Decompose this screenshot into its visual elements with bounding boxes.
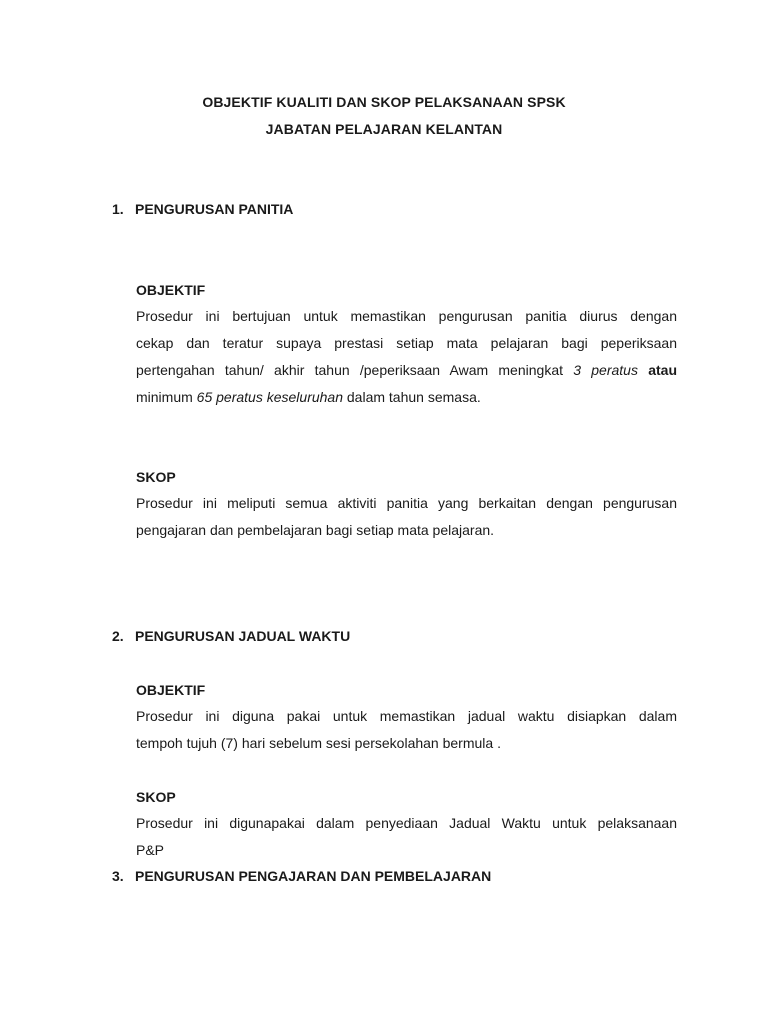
section-heading-2: [112, 628, 350, 644]
paragraph-line: Prosedur ini digunapakai dalam penyediaan Jadual Waktu untuk pelaksanaan: [136, 815, 677, 831]
paragraph-line: cekap dan teratur supaya prestasi setiap mata pelajaran bagi peperiksaan: [136, 335, 677, 351]
objektif-paragraph-2: [136, 703, 677, 757]
section-heading-3: [112, 868, 491, 884]
paragraph-line-mixed: [136, 357, 677, 384]
section-title: PENGURUSAN PANITIA: [135, 201, 294, 217]
paragraph-line-mixed: [136, 384, 677, 411]
document-subtitle: JABATAN PELAJARAN KELANTAN: [265, 121, 503, 137]
objektif-paragraph-1: [136, 303, 677, 411]
section-number: 2.: [112, 628, 124, 644]
text-run: pertengahan tahun/ akhir tahun /peperiksaan Awam meningkat: [136, 362, 563, 378]
skop-paragraph-2: [136, 810, 677, 864]
section-heading-1: [112, 201, 293, 217]
paragraph-line: tempoh tujuh (7) hari sebelum sesi persekolahan bermula .: [136, 735, 501, 751]
paragraph-line: Prosedur ini bertujuan untuk memastikan pengurusan panitia diurus dengan: [136, 308, 677, 324]
skop-label-1: SKOP: [136, 469, 176, 485]
skop-paragraph-1: [136, 490, 677, 544]
emphasis-text: 65 peratus keseluruhan: [196, 389, 343, 405]
skop-label-2: SKOP: [136, 789, 176, 805]
section-number: 3.: [112, 868, 124, 884]
objektif-label-2: OBJEKTIF: [136, 682, 206, 698]
objektif-label-1: OBJEKTIF: [136, 282, 206, 298]
document-title: OBJEKTIF KUALITI DAN SKOP PELAKSANAAN SPSK: [202, 94, 566, 110]
bold-text: atau: [648, 362, 678, 378]
section-title: PENGURUSAN JADUAL WAKTU: [135, 628, 351, 644]
paragraph-line: pengajaran dan pembelajaran bagi setiap mata pelajaran.: [136, 522, 495, 538]
section-title: PENGURUSAN PENGAJARAN DAN PEMBELAJARAN: [135, 868, 492, 884]
paragraph-line: Prosedur ini meliputi semua aktiviti panitia yang berkaitan dengan pengurusan: [136, 495, 677, 511]
paragraph-line: Prosedur ini diguna pakai untuk memastikan jadual waktu disiapkan dalam: [136, 708, 677, 724]
paragraph-line: P&P: [136, 842, 165, 858]
emphasis-text: 3 peratus: [573, 362, 638, 378]
text-run: minimum: [136, 389, 193, 405]
text-run: dalam tahun semasa.: [346, 389, 481, 405]
section-number: 1.: [112, 201, 124, 217]
